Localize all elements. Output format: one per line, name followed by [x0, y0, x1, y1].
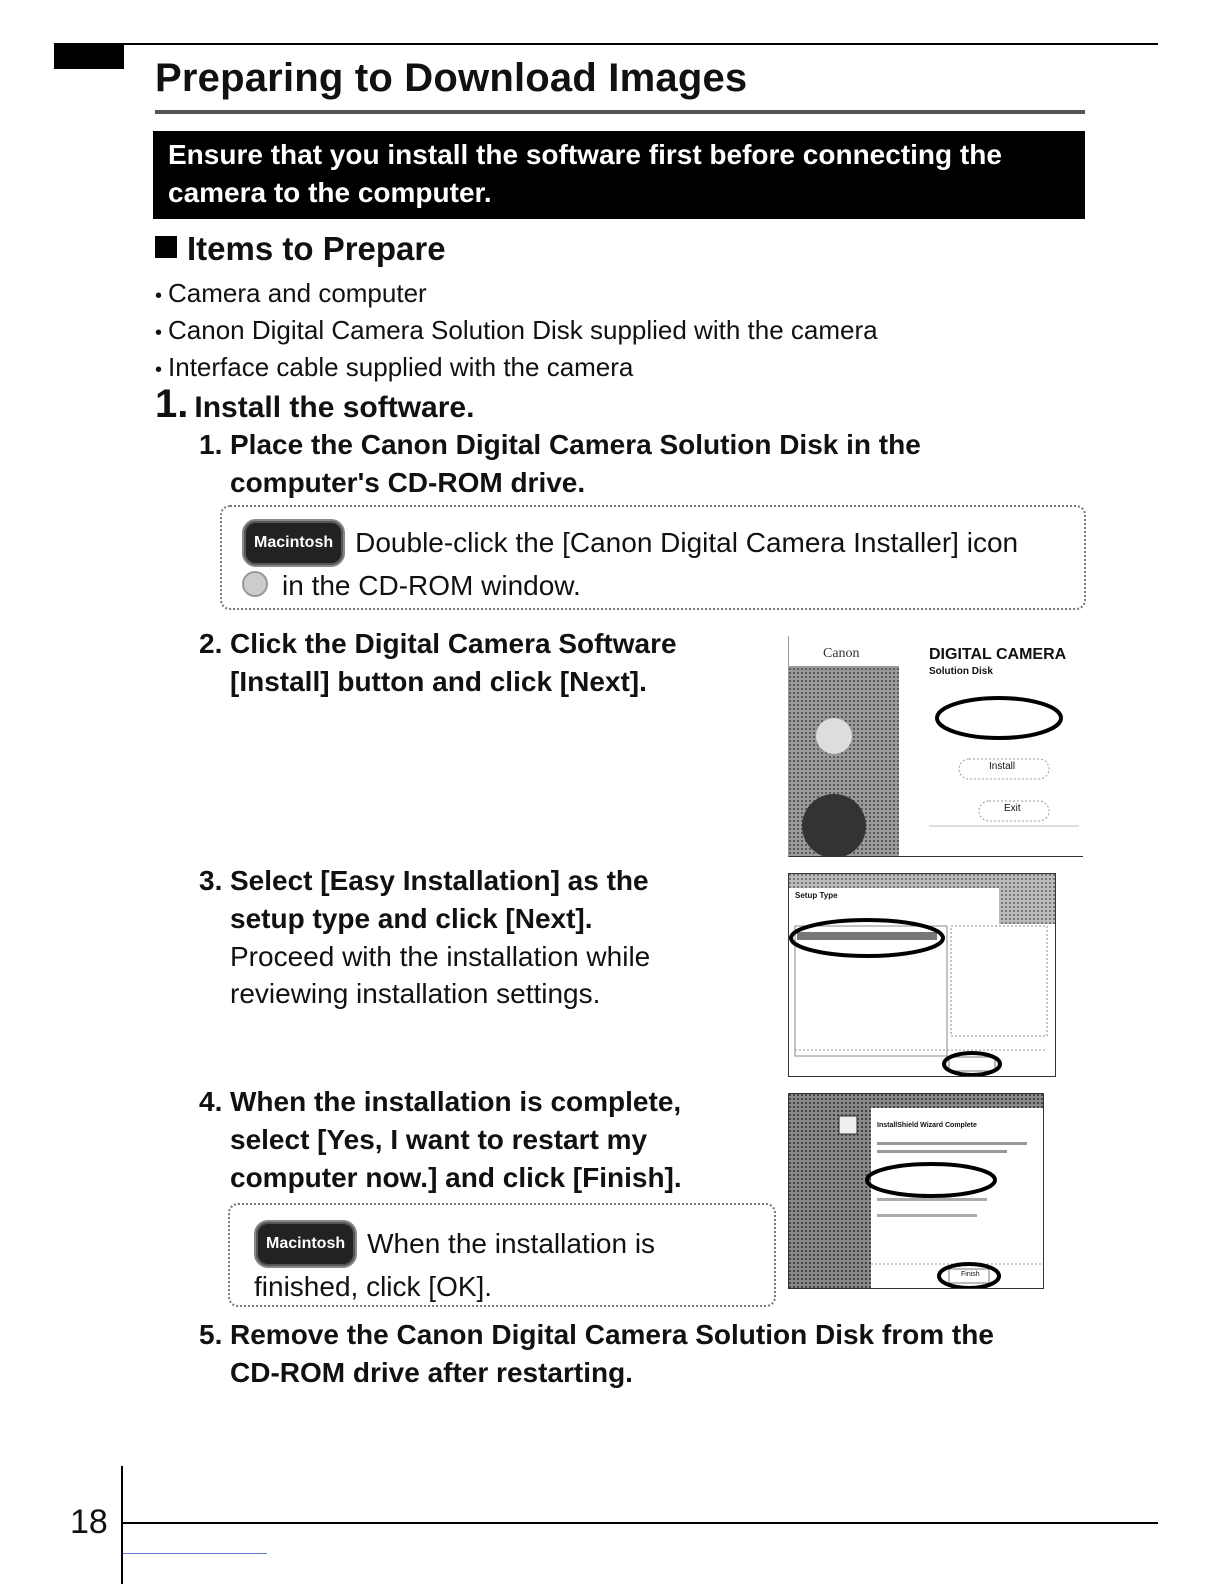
- title-underline: [155, 110, 1085, 114]
- screenshot-install-complete: [788, 1093, 1044, 1289]
- macintosh-note-1: Macintosh Double-click the [Canon Digital Camera Installer] icon in the CD-ROM window.: [220, 505, 1086, 610]
- substep-4: 4. When the installation is complete, select [Yes, I want to restart my computer now.] and click [Finish].: [199, 1086, 682, 1193]
- install-button[interactable]: Install: [989, 761, 1016, 772]
- corner-tab: [54, 43, 124, 69]
- installer-cd-icon: [242, 571, 268, 597]
- list-item: • Interface cable supplied with the camera: [155, 350, 878, 387]
- items-list: [155, 276, 878, 387]
- screenshot-disk-menu: [788, 636, 1083, 857]
- setup-type-illustration: [789, 874, 1055, 1076]
- macintosh-badge: Macintosh: [242, 519, 345, 567]
- page-title: Preparing to Download Images: [155, 56, 748, 100]
- step-1-heading: 1. Install the software.: [155, 382, 475, 426]
- wizard-complete-title: InstallShield Wizard Complete: [877, 1122, 977, 1129]
- square-bullet-icon: [155, 236, 177, 258]
- macintosh-badge: Macintosh: [254, 1220, 357, 1268]
- substep-2: 2. Click the Digital Camera Software [Install] button and click [Next].: [199, 628, 677, 697]
- substep-5: 5. Remove the Canon Digital Camera Solution Disk from the CD-ROM drive after restarting.: [199, 1319, 994, 1388]
- footer-link-line: [123, 1553, 267, 1554]
- footer-rule: [121, 1522, 1158, 1524]
- exit-button[interactable]: Exit: [1004, 803, 1021, 814]
- footer-vertical-rule: [121, 1466, 123, 1584]
- substep-3: 3. Select [Easy Installation] as the setup type and click [Next]. Proceed with the installation while reviewing installation settings.: [199, 865, 651, 1009]
- finish-button[interactable]: Finish: [961, 1271, 980, 1278]
- section-heading: Items to Prepare: [155, 230, 446, 268]
- screenshot-setup-type: [788, 873, 1056, 1077]
- list-item: • Canon Digital Camera Solution Disk supplied with the camera: [155, 313, 878, 350]
- canon-logo: Canon: [823, 646, 860, 661]
- top-rule: [123, 43, 1158, 45]
- product-title: DIGITAL CAMERA: [929, 646, 1067, 663]
- substep-1: 1. Place the Canon Digital Camera Solution Disk in the computer's CD-ROM drive.: [199, 429, 921, 498]
- list-item: • Camera and computer: [155, 276, 878, 313]
- page-number: 18: [70, 1503, 108, 1541]
- setup-type-title: Setup Type: [795, 891, 838, 900]
- product-subtitle: Solution Disk: [929, 666, 993, 677]
- macintosh-note-2: Macintosh When the installation is finished, click [OK].: [228, 1203, 776, 1307]
- notice-banner: Ensure that you install the software first before connecting the camera to the computer.: [153, 131, 1085, 219]
